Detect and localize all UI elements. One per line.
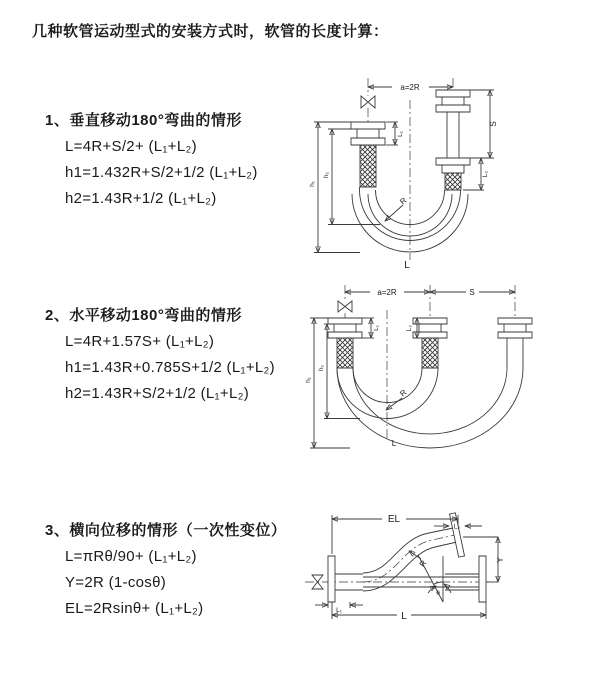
dimension-a2r bbox=[345, 286, 430, 297]
formula-h2: h2=1.43R+1/2 (L₁+L₂) bbox=[65, 190, 217, 207]
formula-h2: h2=1.43R+S/2+1/2 (L₁+L₂) bbox=[65, 385, 250, 402]
label-h2: h₂ bbox=[318, 364, 325, 372]
formula-l: L=4R+S/2+ (L₁+L₂) bbox=[65, 138, 197, 155]
right-fitting-upper bbox=[436, 90, 470, 158]
valve-icon bbox=[361, 96, 375, 108]
dimension-l2 bbox=[434, 524, 482, 531]
left-fitting bbox=[328, 556, 363, 602]
dimension-l1 bbox=[315, 602, 363, 614]
left-fitting bbox=[328, 318, 362, 368]
dimension-l1 bbox=[362, 318, 380, 338]
dimension-el bbox=[332, 512, 458, 554]
label-s: S bbox=[469, 288, 475, 297]
label-a2r: a=2R bbox=[377, 288, 397, 297]
section-3-heading: 3、横向位移的情形（一次性变位） bbox=[45, 522, 287, 539]
label-r: R bbox=[417, 558, 429, 569]
label-a2r: a=2R bbox=[400, 83, 420, 92]
section-lateral-displacement bbox=[45, 522, 286, 626]
left-fitting bbox=[351, 122, 385, 187]
right-fitting bbox=[498, 318, 532, 368]
dimension-s bbox=[430, 286, 515, 297]
label-el: EL bbox=[387, 514, 401, 525]
curved-hose-position bbox=[363, 513, 465, 591]
label-r: R bbox=[398, 387, 409, 399]
section-2-heading: 2、水平移动180°弯曲的情形 bbox=[45, 307, 242, 324]
radius-callout bbox=[386, 388, 409, 410]
label-l2: L₂ bbox=[453, 523, 461, 531]
label-l1: L₁ bbox=[397, 131, 404, 137]
diagram-vertical-bend bbox=[300, 72, 600, 272]
section-vertical-bend bbox=[45, 112, 258, 216]
label-h1: h₁ bbox=[305, 377, 312, 383]
right-fitting bbox=[445, 556, 486, 602]
label-h2: h₂ bbox=[323, 171, 330, 179]
formula-h1: h1=1.432R+S/2+1/2 (L₁+L₂) bbox=[65, 164, 258, 181]
label-y: Y bbox=[496, 557, 505, 563]
diagram-horizontal-bend bbox=[300, 280, 600, 465]
formula-el: EL=2Rsinθ+ (L₁+L₂) bbox=[65, 600, 204, 617]
radius-callout bbox=[409, 551, 428, 569]
formula-h1: h1=1.43R+0.785S+1/2 (L₁+L₂) bbox=[65, 359, 275, 376]
section-1-heading: 1、垂直移动180°弯曲的情形 bbox=[45, 112, 242, 129]
formula-l: L=πRθ/90+ (L₁+L₂) bbox=[65, 548, 197, 565]
section-horizontal-bend bbox=[45, 307, 275, 411]
right-fitting-lower bbox=[436, 158, 470, 190]
formula-l: L=4R+1.57S+ (L₁+L₂) bbox=[65, 333, 215, 350]
hose-curves bbox=[337, 368, 523, 448]
label-l2: L₂ bbox=[482, 170, 489, 178]
diagram-lateral-displacement bbox=[293, 498, 600, 648]
page-title: 几种软管运动型式的安装方式时，软管的长度计算： bbox=[32, 23, 389, 40]
label-h1: h₁ bbox=[309, 181, 316, 187]
formula-y: Y=2R (1-cosθ) bbox=[65, 574, 167, 591]
label-l: L bbox=[401, 611, 407, 622]
dimension-s bbox=[470, 90, 498, 158]
label-s: S bbox=[489, 121, 498, 127]
middle-fitting bbox=[413, 318, 447, 368]
valve-icon bbox=[338, 301, 352, 312]
label-theta: θ bbox=[436, 590, 440, 597]
label-l-bottom: L bbox=[391, 439, 397, 448]
label-l-bottom: L bbox=[404, 260, 410, 271]
label-l1: L₁ bbox=[373, 325, 380, 331]
label-r: R bbox=[398, 195, 409, 207]
label-l2: L₂ bbox=[406, 324, 413, 332]
label-l1: L₁ bbox=[336, 607, 342, 614]
dimension-l1 bbox=[386, 122, 404, 145]
